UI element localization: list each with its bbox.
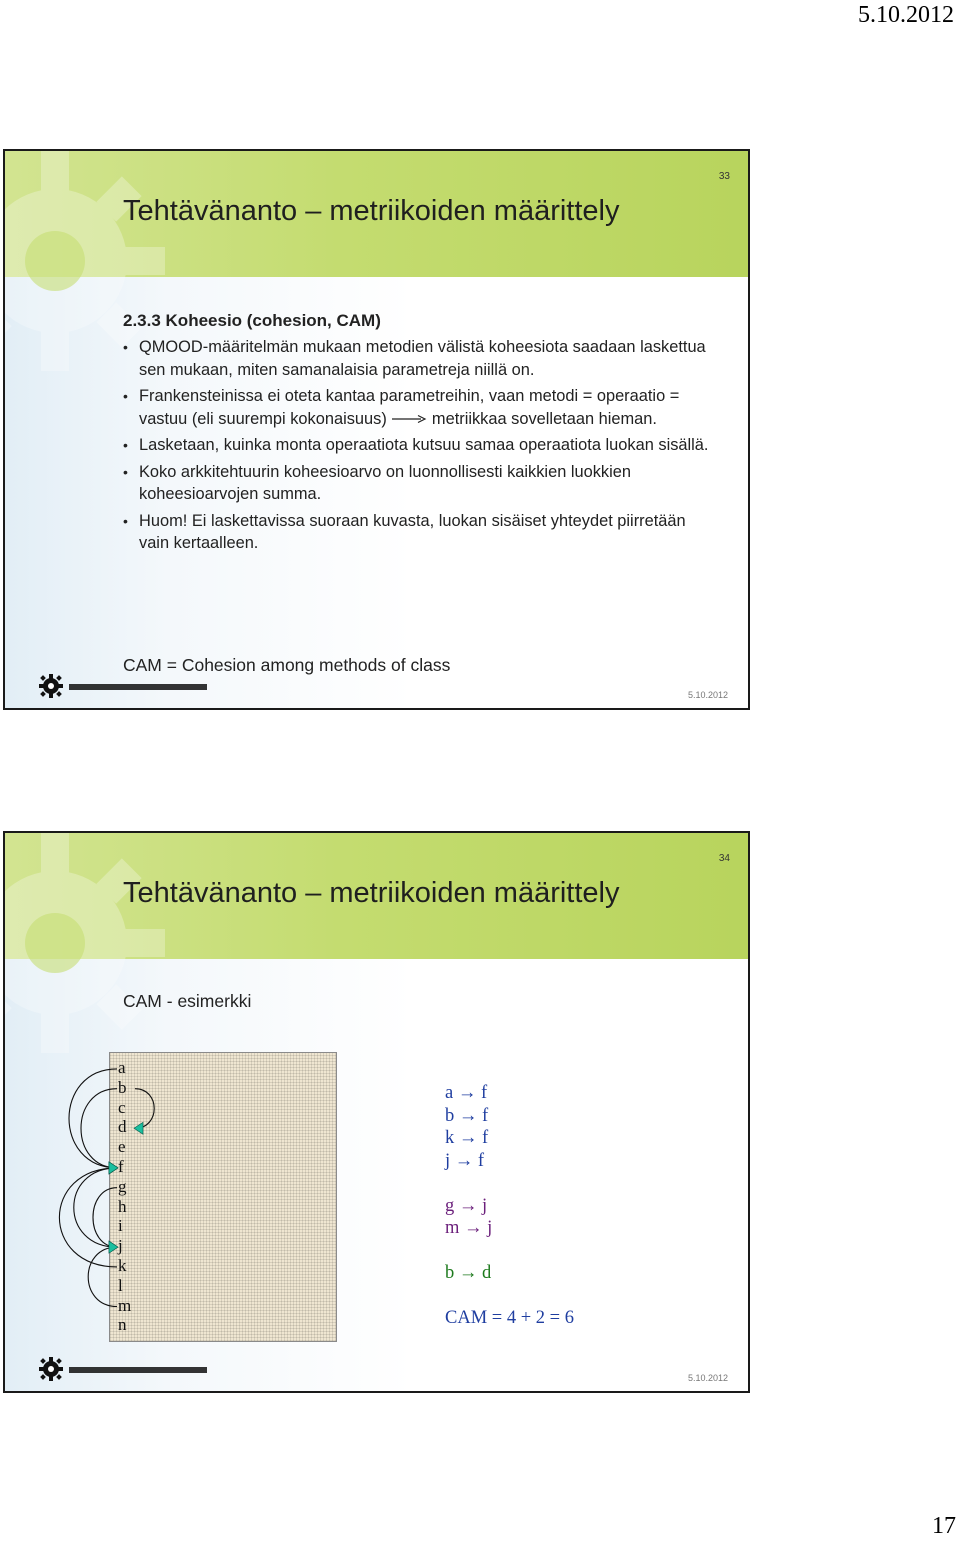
- arrowhead-icon: [109, 1162, 118, 1174]
- dependency-g-j: g → j: [445, 1195, 488, 1216]
- method-b: b: [118, 1077, 127, 1097]
- dependency-m-j: m → j: [445, 1218, 493, 1238]
- dependency-a-f: a → f: [445, 1083, 488, 1103]
- method-j: j: [118, 1236, 123, 1256]
- method-f: f: [118, 1156, 124, 1176]
- example-heading: CAM - esimerkki: [123, 991, 252, 1011]
- spacer: [445, 1172, 574, 1195]
- dependency-arcs: [65, 1058, 185, 1348]
- method-n: n: [118, 1315, 127, 1335]
- dependency-k-f: k → f: [445, 1128, 489, 1148]
- arc-g-j: [93, 1188, 117, 1247]
- dependency-b-f: b → f: [445, 1105, 489, 1126]
- slide-number: 33: [718, 171, 730, 182]
- footer-date: 5.10.2012: [687, 690, 728, 700]
- slide-34: [3, 831, 750, 1393]
- dependency-b-d: b → d: [445, 1263, 492, 1283]
- arrowhead-icon: [109, 1241, 118, 1253]
- bullet-item: [123, 434, 713, 457]
- bullet-text: Koko arkkitehtuurin koheesioarvo on luonnollisesti kaikkien luokkien koheesioarvojen summa.: [139, 462, 631, 503]
- cam-result: CAM = 4 + 2 = 6: [445, 1308, 574, 1328]
- university-logo-icon: [39, 1357, 209, 1381]
- method-a: a: [118, 1058, 126, 1077]
- bullet-text: QMOOD-määritelmän mukaan metodien välistä koheesiota saadaan laskettua sen mukaan, miten samanalaisia parametreja niillä on.: [139, 338, 706, 379]
- dependency-j-f: j → f: [445, 1150, 485, 1171]
- slide-33: [3, 149, 750, 710]
- spacer: [445, 1285, 574, 1308]
- slide-number: 34: [718, 853, 730, 864]
- footer-date: 5.10.2012: [687, 1373, 728, 1383]
- arc-b-f: [81, 1089, 117, 1168]
- dependency-list: [445, 1082, 574, 1330]
- method-e: e: [118, 1137, 126, 1157]
- page-number: 17: [932, 1513, 956, 1539]
- section-heading: 2.3.3 Koheesio (cohesion, CAM): [123, 311, 381, 330]
- arc-j-f: [74, 1168, 117, 1247]
- slide-title: Tehtävänanto – metriikoiden määrittely: [123, 877, 620, 909]
- arrow-right-icon: [391, 414, 427, 424]
- bullet-item: [123, 510, 713, 555]
- method-d: d: [118, 1117, 127, 1137]
- bullet-text: Lasketaan, kuinka monta operaatiota kutsuu samaa operaatiota luokan sisällä.: [139, 436, 709, 454]
- method-c: c: [118, 1097, 126, 1117]
- spacer: [445, 1240, 574, 1263]
- method-m: m: [118, 1295, 132, 1315]
- bullet-text: Huom! Ei laskettavissa suoraan kuvasta, luokan sisäiset yhteydet piirretään vain kertaalleen.: [139, 511, 686, 552]
- method-h: h: [118, 1196, 127, 1216]
- arc-a-f: [69, 1069, 117, 1168]
- bullet-item: [123, 385, 713, 430]
- arc-m-j: [88, 1247, 117, 1306]
- bullet-item: [123, 461, 713, 506]
- method-l: l: [118, 1275, 123, 1295]
- bullet-text: Frankensteinissa ei oteta kantaa parametreihin, vaan metodi = operaatio = vastuu (eli suurempi kokonaisuus): [139, 387, 680, 428]
- arrowhead-icon: [134, 1122, 143, 1134]
- method-i: i: [118, 1216, 123, 1236]
- cam-definition: CAM = Cohesion among methods of class: [123, 655, 451, 675]
- arc-b-d: [135, 1089, 154, 1129]
- university-logo-icon: [39, 674, 209, 698]
- bullet-list: [123, 336, 713, 559]
- arc-k-f: [59, 1168, 117, 1267]
- method-k: k: [118, 1255, 127, 1275]
- slide-title: Tehtävänanto – metriikoiden määrittely: [123, 195, 620, 227]
- bullet-text: metriikkaa sovelletaan hieman.: [431, 409, 657, 428]
- page-date: 5.10.2012: [858, 2, 954, 28]
- bullet-item: [123, 336, 713, 381]
- method-g: g: [118, 1176, 127, 1196]
